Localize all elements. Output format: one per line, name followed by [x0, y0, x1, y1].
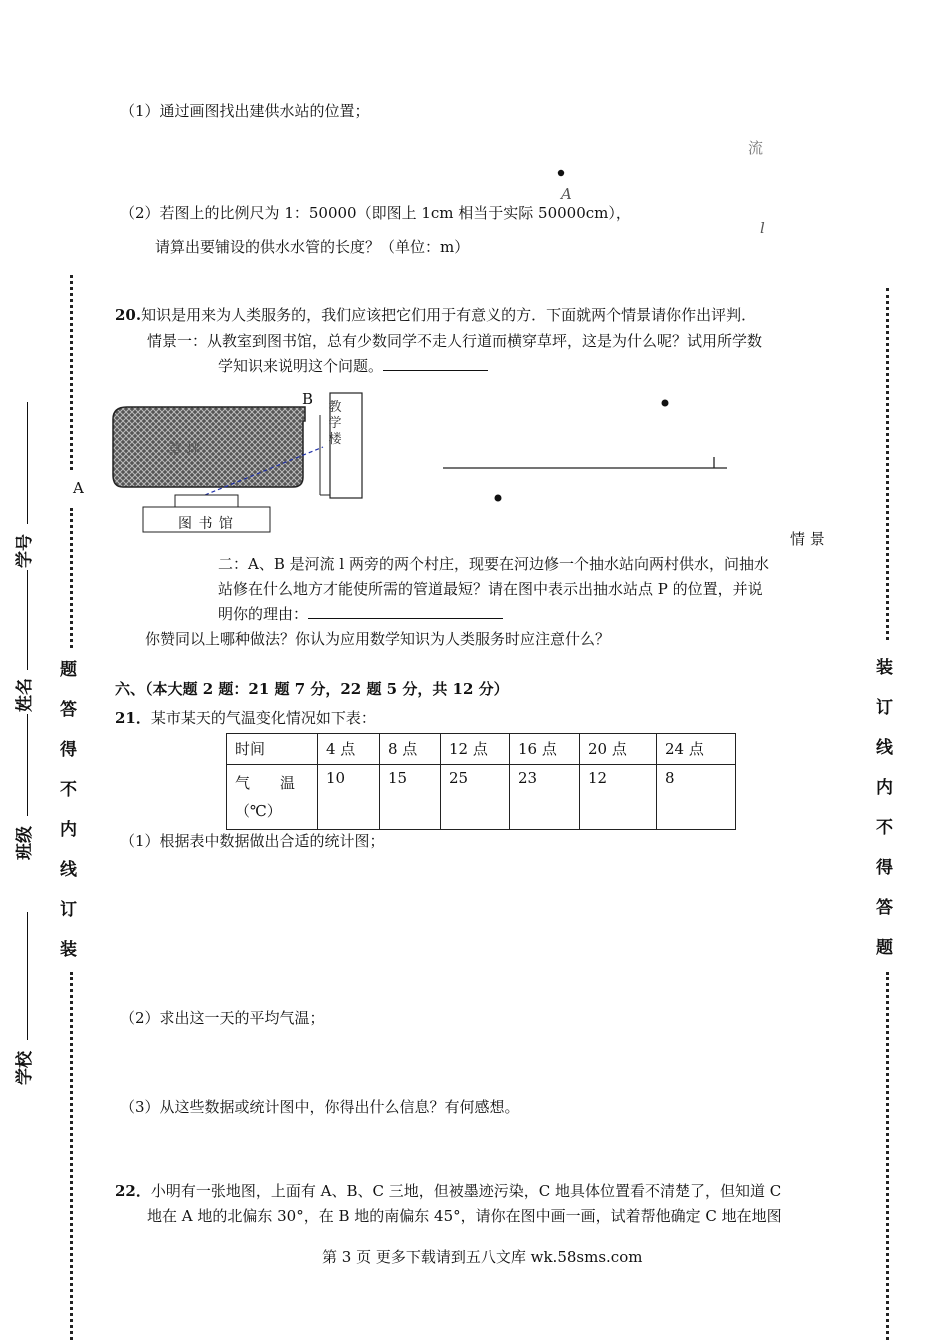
- binding-dotted-line-right-bottom: [886, 972, 889, 1340]
- student-number-label: 学号: [15, 534, 35, 568]
- q21-number: 21．: [115, 709, 151, 727]
- table-header-cell: 16 点: [510, 734, 580, 765]
- q20-intro: 20.知识是用来为人类服务的，我们应该把它们用于有意义的方．下面就两个情景请你作出评判．: [115, 306, 757, 324]
- teaching-building-label: 教学楼: [328, 400, 342, 447]
- binding-dotted-line-right-top: [886, 288, 889, 640]
- table-header-cell: 12 点: [441, 734, 510, 765]
- point-a-label: A: [561, 185, 572, 203]
- q20-question: 你赞同以上哪种做法？你认为应用数学知识为人类服务时应注意什么？: [145, 630, 611, 648]
- q20-scene2-c: 明你的理由：: [218, 603, 503, 624]
- temperature-row-label: 气 温 （℃）: [227, 765, 318, 830]
- binding-dotted-line-left-bottom: [70, 972, 73, 1340]
- name-label: 姓名: [15, 678, 35, 712]
- answer-blank-2[interactable]: [308, 604, 503, 619]
- section6-title: 六、（本大题 2 题：21 题 7 分，22 题 5 分，共 12 分）: [115, 680, 509, 698]
- q22-line2: 地在 A 地的北偏东 30°，在 B 地的南偏东 45°，请你在图中画一画，试着帮他确定 C 地在地图: [147, 1207, 782, 1225]
- table-cell: 12: [580, 765, 657, 830]
- binding-notice-right: 装 订 线 内 不 得 答 题: [876, 658, 893, 958]
- library-step-shape: [175, 495, 238, 507]
- page-footer: 第 3 页 更多下载请到五八文库 wk.58sms.com: [322, 1248, 643, 1266]
- answer-blank-1[interactable]: [383, 356, 488, 371]
- q22-line1: 22．小明有一张地图，上面有 A、B、C 三地，但被墨迹污染，C 地具体位置看不清楚了，但知道 C: [115, 1182, 782, 1200]
- table-header-cell: 8 点: [380, 734, 441, 765]
- point-a-campus-label: A: [73, 479, 84, 497]
- scene2-word: 情 景: [790, 530, 825, 548]
- table-header-row: [227, 734, 736, 765]
- q20-scene1-b: 学知识来说明这个问题。: [218, 355, 488, 376]
- line-l-label: l: [760, 219, 765, 237]
- table-cell: 8: [657, 765, 736, 830]
- q22-number: 22．: [115, 1182, 151, 1200]
- binding-notice-left: 题 答 得 不 内 线 订 装: [60, 660, 77, 960]
- name-underline: [27, 570, 28, 670]
- table-cell: 23: [510, 765, 580, 830]
- q19-part1: （1）通过画图找出建供水站的位置；: [120, 102, 370, 120]
- table-cell: 25: [441, 765, 510, 830]
- table-header-cell: 时间: [227, 734, 318, 765]
- q21-intro: 21．某市某天的气温变化情况如下表：: [115, 709, 376, 727]
- lawn-label: 草 坪: [168, 442, 201, 458]
- q21-part1: （1）根据表中数据做出合适的统计图；: [120, 832, 385, 850]
- q20-number: 20.: [115, 306, 142, 324]
- q21-part2: （2）求出这一天的平均气温；: [120, 1009, 325, 1027]
- q20-scene2-b: 站修在什么地方才能使所需的管道最短？请在图中表示出抽水站点 P 的位置，并说: [218, 580, 763, 598]
- river-figure: [440, 395, 730, 510]
- q19-part2b: 请算出要铺设的供水水管的长度？（单位：m）: [155, 238, 470, 256]
- class-label: 班级: [15, 826, 35, 860]
- table-header-cell: 24 点: [657, 734, 736, 765]
- binding-dotted-line-left-mid: [70, 508, 73, 648]
- village-b-dot: [495, 495, 502, 502]
- village-a-dot: [662, 400, 669, 407]
- binding-dotted-line-left-top: [70, 275, 73, 470]
- q20-scene2-a: 二：A、B 是河流 l 两旁的两个村庄，现要在河边修一个抽水站向两村供水，问抽水: [218, 555, 769, 573]
- river-label: 流: [748, 139, 764, 157]
- table-cell: 15: [380, 765, 441, 830]
- table-header-cell: 4 点: [318, 734, 380, 765]
- school-label: 学校: [15, 1051, 35, 1085]
- lawn-shape: [113, 407, 305, 487]
- q19-part2: （2）若图上的比例尺为 1：50000（即图上 1cm 相当于实际 50000cm），: [120, 204, 631, 222]
- point-b-label: B: [302, 390, 314, 408]
- table-row: [227, 765, 736, 830]
- table-cell: 10: [318, 765, 380, 830]
- table-header-cell: 20 点: [580, 734, 657, 765]
- q20-scene1-a: 情景一：从教室到图书馆，总有少数同学不走人行道而横穿草坪，这是为什么呢？试用所学数: [147, 332, 763, 350]
- library-label: 图 书 馆: [178, 516, 234, 532]
- q21-part3: （3）从这些数据或统计图中，你得出什么信息？有何感想。: [120, 1098, 520, 1116]
- temperature-table: [226, 733, 736, 830]
- point-a-dot: [555, 167, 569, 181]
- class-underline: [27, 714, 28, 816]
- school-underline: [27, 912, 28, 1040]
- student-number-underline: [27, 402, 28, 524]
